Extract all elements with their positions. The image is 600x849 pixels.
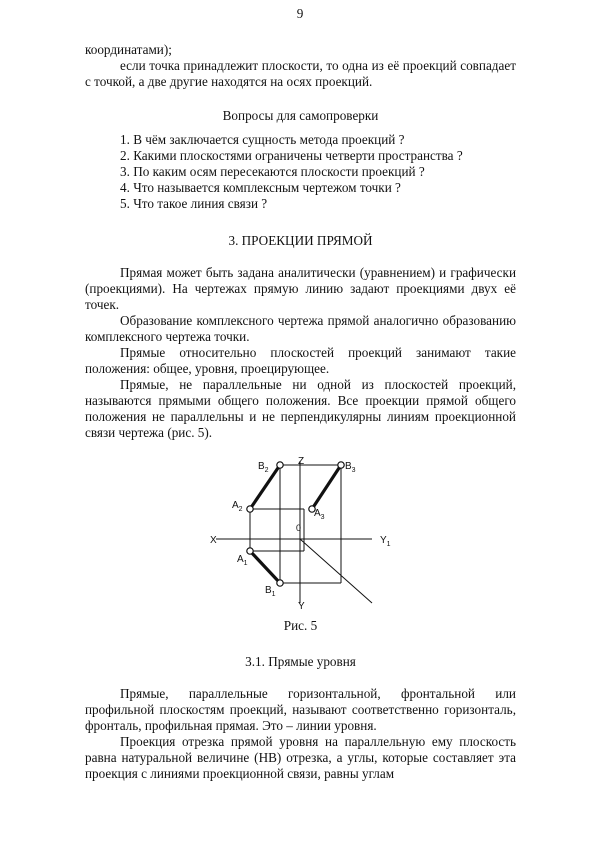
label-a2: $A_2$ — [232, 500, 243, 513]
paragraph: Образование комплексного чертежа прямой аналогично образованию комплексного чертежа точки. — [85, 313, 516, 344]
self-check-title: Вопросы для самопроверки — [222, 108, 379, 123]
label-b2: $B_2$ — [258, 461, 269, 474]
section-title: 3. ПРОЕКЦИИ ПРЯМОЙ — [228, 233, 373, 248]
point-b3 — [338, 462, 344, 468]
page-number: 9 — [296, 6, 304, 21]
label-y: Y — [298, 601, 305, 611]
label-x: X — [210, 535, 217, 546]
point-a2 — [247, 506, 253, 512]
label-z: Z — [298, 456, 305, 467]
paragraph: Проекция отрезка прямой уровня на параллельную ему плоскость равна натуральной величине (НВ) отрезка, а углы, которые составляет эта проекция с линиями проекционной связи, равны углам — [85, 734, 516, 781]
question-list — [120, 132, 520, 212]
label-origin: 0 — [296, 523, 302, 533]
horizontal-projection-line — [250, 551, 280, 583]
question-item: 2. Какими плоскостями ограничены четверти пространства ? — [120, 148, 463, 163]
point-a1 — [247, 548, 253, 554]
paragraph: Прямые, не параллельные ни одной из плоскостей проекций, называются прямыми общего положения. Все проекции прямой общего положения не параллельны и не перпендикулярны линиям проекционной связи чертежа (рис. 5). — [85, 377, 516, 440]
label-b1: $B_1$ — [265, 585, 276, 598]
question-item: 5. Что такое линия связи ? — [120, 196, 268, 211]
point-b2 — [277, 462, 283, 468]
profile-projection-line — [312, 465, 341, 509]
paragraph: Прямая может быть задана аналитически (уравнением) и графически (проекциями). На чертежах прямую линию задают проекциями двух её точек. — [85, 265, 516, 312]
figure-caption: Рис. 5 — [283, 618, 318, 633]
paragraph: Прямые, параллельные горизонтальной, фронтальной или профильной плоскостям проекций, называют соответственно горизонталь, фронталь, профильная прямая. Это – линии уровня. — [85, 686, 516, 733]
question-item: 1. В чём заключается сущность метода проекций ? — [120, 132, 405, 147]
question-item: 3. По каким осям пересекаются плоскости проекций ? — [120, 164, 425, 179]
paragraph: Прямые относительно плоскостей проекций занимают такие положения: общее, уровня, проецирующее. — [85, 345, 516, 376]
figure-5-drawing — [200, 453, 420, 611]
subsection-title: 3.1. Прямые уровня — [245, 654, 356, 669]
constant-line — [300, 539, 372, 603]
label-y1: $Y_1$ — [380, 535, 391, 548]
question-item: 4. Что называется комплексным чертежом точки ? — [120, 180, 401, 195]
intro-line: координатами); — [85, 42, 172, 57]
intro-paragraph: если точка принадлежит плоскости, то одна из её проекций совпадает с точкой, а две другие находятся на осях проекций. — [85, 58, 516, 89]
point-b1 — [277, 580, 283, 586]
label-a1: $A_1$ — [237, 554, 248, 567]
label-b3: $B_3$ — [345, 461, 356, 474]
label-a3: $A_3$ — [314, 508, 325, 521]
